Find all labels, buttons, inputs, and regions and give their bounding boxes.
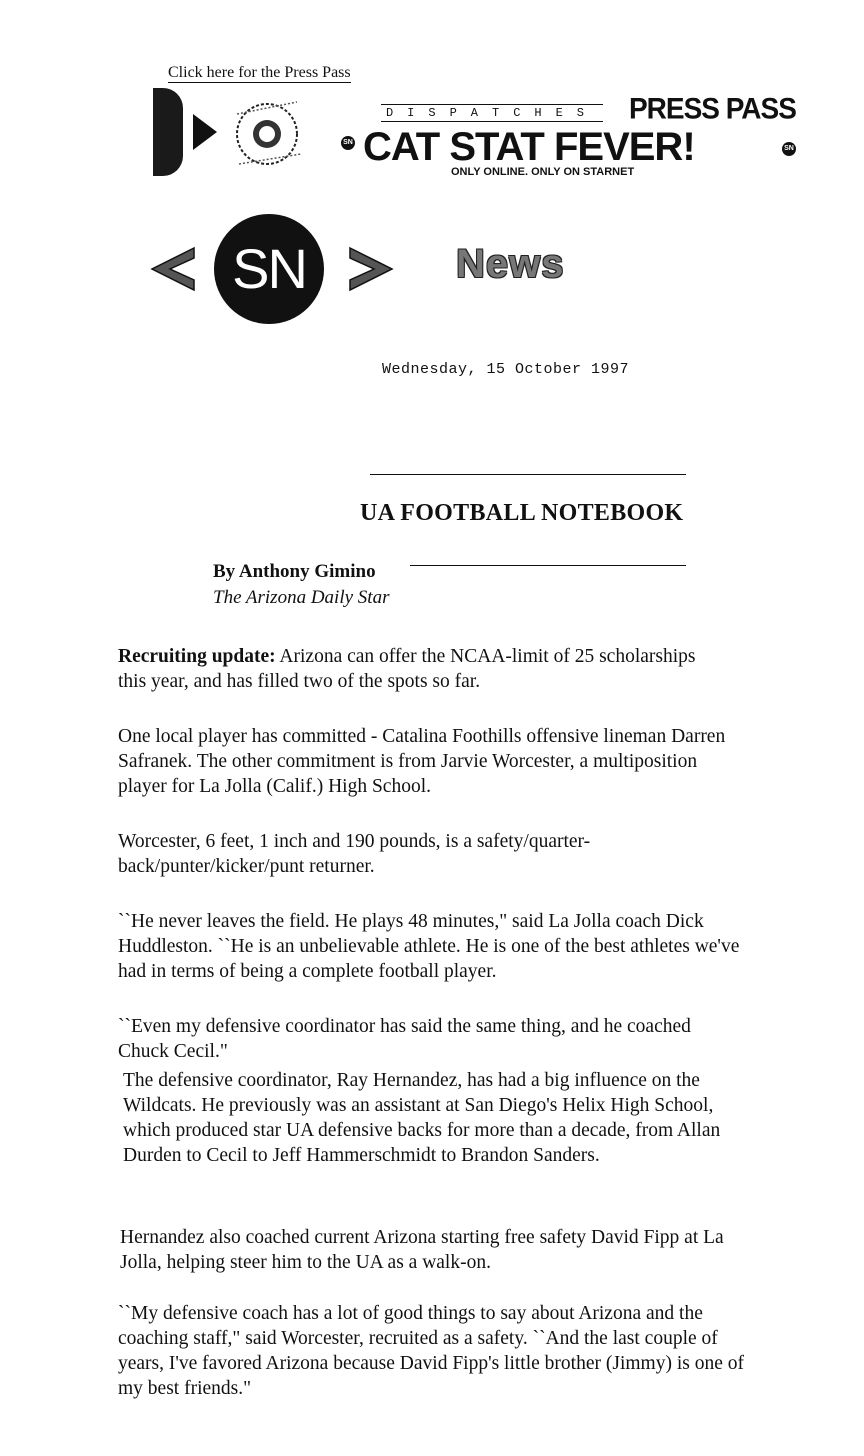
article-paragraph: The defensive coordinator, Ray Hernandez, has had a big influence on the Wildcats. He previously was an assistant at San Diego's Helix High School, which produced star UA defensive backs for more than a decade, from Allan Durden to Cecil to Jeff Hammerschmidt to Brandon Sanders. (123, 1070, 721, 1166)
next-arrow-icon[interactable] (346, 244, 396, 294)
article-paragraph: ``He never leaves the field. He plays 48 minutes," said La Jolla coach Dick Huddleston. ``He is an unbelievable athlete. He is one of the best athletes we've had in terms of being a complete football player. (118, 911, 740, 982)
sn-badge-icon: SN (341, 136, 355, 150)
lead-label: Recruiting update: (118, 646, 276, 667)
article-paragraph (118, 644, 698, 694)
tagline: ONLY ONLINE. ONLY ON STARNET (451, 166, 635, 178)
news-section-label: News (456, 242, 565, 286)
article-paragraph: ``My defensive coach has a lot of good things to say about Arizona and the coaching staff," said Worcester, recruited as a safety. ``And the last couple of years, I've favored Arizona because David Fipp's little brother (Jimmy) is one of my best friends." (118, 1303, 744, 1399)
cat-stat-fever-title: CAT STAT FEVER! (363, 125, 695, 169)
press-pass-link[interactable]: Click here for the Press Pass (168, 64, 351, 81)
sn-logo[interactable]: SN (214, 214, 324, 324)
prev-arrow-icon[interactable] (148, 244, 198, 294)
article-paragraph: Worcester, 6 feet, 1 inch and 190 pounds, is a safety/quarter-back/punter/kicker/punt returner. (118, 831, 591, 877)
press-pass-title: PRESS PASS (629, 92, 796, 125)
press-pass-banner[interactable] (153, 88, 803, 178)
divider (370, 474, 686, 475)
publication-name: The Arizona Daily Star (213, 587, 390, 608)
sn-news-nav (148, 214, 608, 324)
article-paragraph: ``Even my defensive coordinator has said the same thing, and he coached Chuck Cecil." (118, 1016, 691, 1062)
divider (410, 565, 686, 566)
article-paragraph: Hernandez also coached current Arizona starting free safety David Fipp at La Jolla, helping steer him to the UA as a walk-on. (120, 1227, 724, 1273)
play-arrow-icon (193, 114, 217, 150)
byline: By Anthony Gimino (213, 561, 376, 582)
dispatches-label: DISPATCHES (381, 104, 603, 122)
paragraph-text: Arizona can offer the NCAA-limit of 25 scholarships this year, and has filled two of the spots so far. (118, 646, 696, 692)
article-paragraph: One local player has committed - Catalina Foothills offensive lineman Darren Safranek. The other commitment is from Jarvie Worcester, a multiposition player for La Jolla (Calif.) High School. (118, 726, 726, 797)
banner-left-block (153, 88, 183, 176)
sn-badge-icon: SN (782, 142, 796, 156)
arizona-wildcats-seal-icon (227, 94, 309, 172)
dateline: Wednesday, 15 October 1997 (382, 361, 630, 378)
article-headline: UA FOOTBALL NOTEBOOK (360, 500, 684, 526)
